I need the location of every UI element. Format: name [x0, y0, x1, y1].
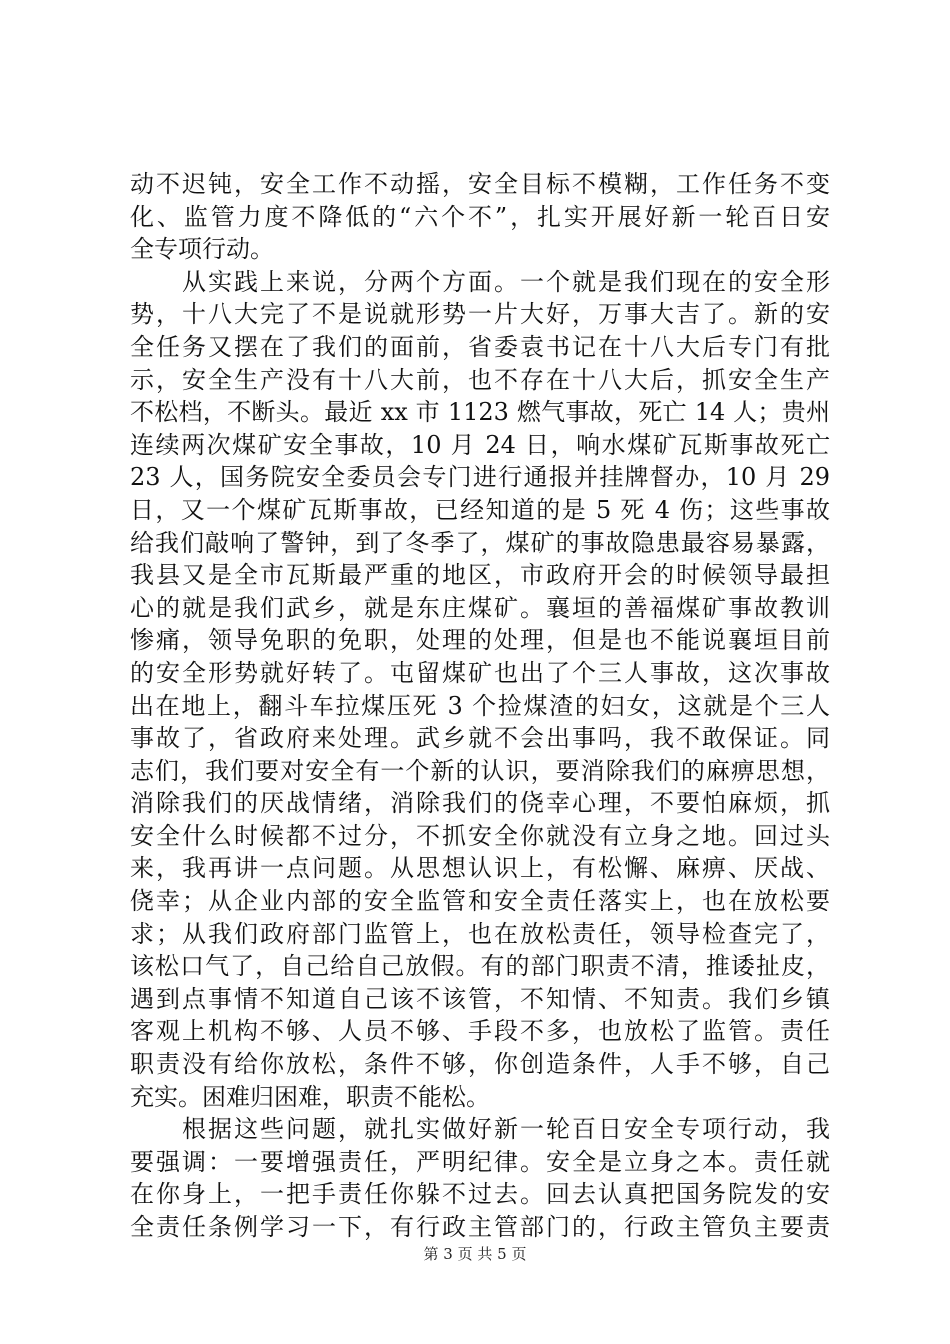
text-line: 23 人，国务院安全委员会专门进行通报并挂牌督办，10 月 29	[130, 463, 830, 492]
text-line: 给我们敲响了警钟，到了冬季了，煤矿的事故隐患最容易暴露，	[130, 528, 830, 557]
text-line: 连续两次煤矿安全事故，10 月 24 日，响水煤矿瓦斯事故死亡	[130, 430, 830, 459]
text-line: 我县又是全市瓦斯最严重的地区，市政府开会的时候领导最担	[130, 561, 830, 590]
text-line: 职责没有给你放松，条件不够，你创造条件，人手不够，自己	[130, 1050, 830, 1079]
text-line: 志们，我们要对安全有一个新的认识，要消除我们的麻痹思想，	[130, 756, 830, 785]
text-line: 该松口气了，自己给自己放假。有的部门职责不清，推诿扯皮，	[130, 952, 830, 981]
text-line: 不松档，不断头。最近 xx 市 1123 燃气事故，死亡 14 人；贵州	[130, 398, 830, 427]
text-line: 求；从我们政府部门监管上，也在放松责任，领导检查完了，	[130, 919, 830, 948]
text-line: 日，又一个煤矿瓦斯事故，已经知道的是 5 死 4 伤；这些事故	[130, 495, 830, 524]
text-line: 侥幸；从企业内部的安全监管和安全责任落实上，也在放松要	[130, 887, 830, 916]
text-line: 全任务又摆在了我们的面前，省委袁书记在十八大后专门有批	[130, 332, 830, 361]
text-line: 要强调：一要增强责任，严明纪律。安全是立身之本。责任就	[130, 1147, 830, 1176]
text-line: 惨痛，领导免职的免职，处理的处理，但是也不能说襄垣目前	[130, 626, 830, 655]
text-line: 从实践上来说，分两个方面。一个就是我们现在的安全形	[130, 267, 830, 296]
text-line: 动不迟钝，安全工作不动摇，安全目标不模糊，工作任务不变	[130, 170, 830, 198]
text-line: 化、监管力度不降低的“六个不”，扎实开展好新一轮百日安	[130, 202, 830, 231]
text-line: 的安全形势就好转了。屯留煤矿也出了个三人事故，这次事故	[130, 658, 830, 687]
text-line: 充实。困难归困难，职责不能松。	[130, 1082, 490, 1111]
text-line: 全责任条例学习一下，有行政主管部门的，行政主管负主要责	[130, 1213, 830, 1241]
text-line: 示，安全生产没有十八大前，也不存在十八大后，抓安全生产	[130, 365, 830, 394]
text-line: 安全什么时候都不过分，不抓安全你就没有立身之地。回过头	[130, 821, 830, 850]
text-line: 心的就是我们武乡，就是东庄煤矿。襄垣的善福煤矿事故教训	[130, 593, 830, 622]
text-line: 出在地上，翻斗车拉煤压死 3 个捡煤渣的妇女，这就是个三人	[130, 691, 830, 720]
text-line: 势，十八大完了不是说就形势一片大好，万事大吉了。新的安	[130, 300, 830, 329]
text-line: 遇到点事情不知道自己该不该管，不知情、不知责。我们乡镇	[130, 984, 830, 1013]
text-line: 消除我们的厌战情绪，消除我们的侥幸心理，不要怕麻烦，抓	[130, 789, 830, 818]
page-number-footer: 第 3 页 共 5 页	[423, 1245, 527, 1263]
text-line: 客观上机构不够、人员不够、手段不多，也放松了监管。责任	[130, 1017, 830, 1046]
text-line: 事故了，省政府来处理。武乡就不会出事吗，我不敢保证。同	[130, 724, 830, 753]
text-line: 根据这些问题，就扎实做好新一轮百日安全专项行动，我	[130, 1115, 830, 1144]
text-line: 来，我再讲一点问题。从思想认识上，有松懈、麻痹、厌战、	[130, 854, 830, 883]
text-line: 全专项行动。	[130, 235, 274, 264]
body-text	[130, 168, 830, 1244]
text-line: 在你身上，一把手责任你躲不过去。回去认真把国务院发的安	[130, 1180, 830, 1209]
